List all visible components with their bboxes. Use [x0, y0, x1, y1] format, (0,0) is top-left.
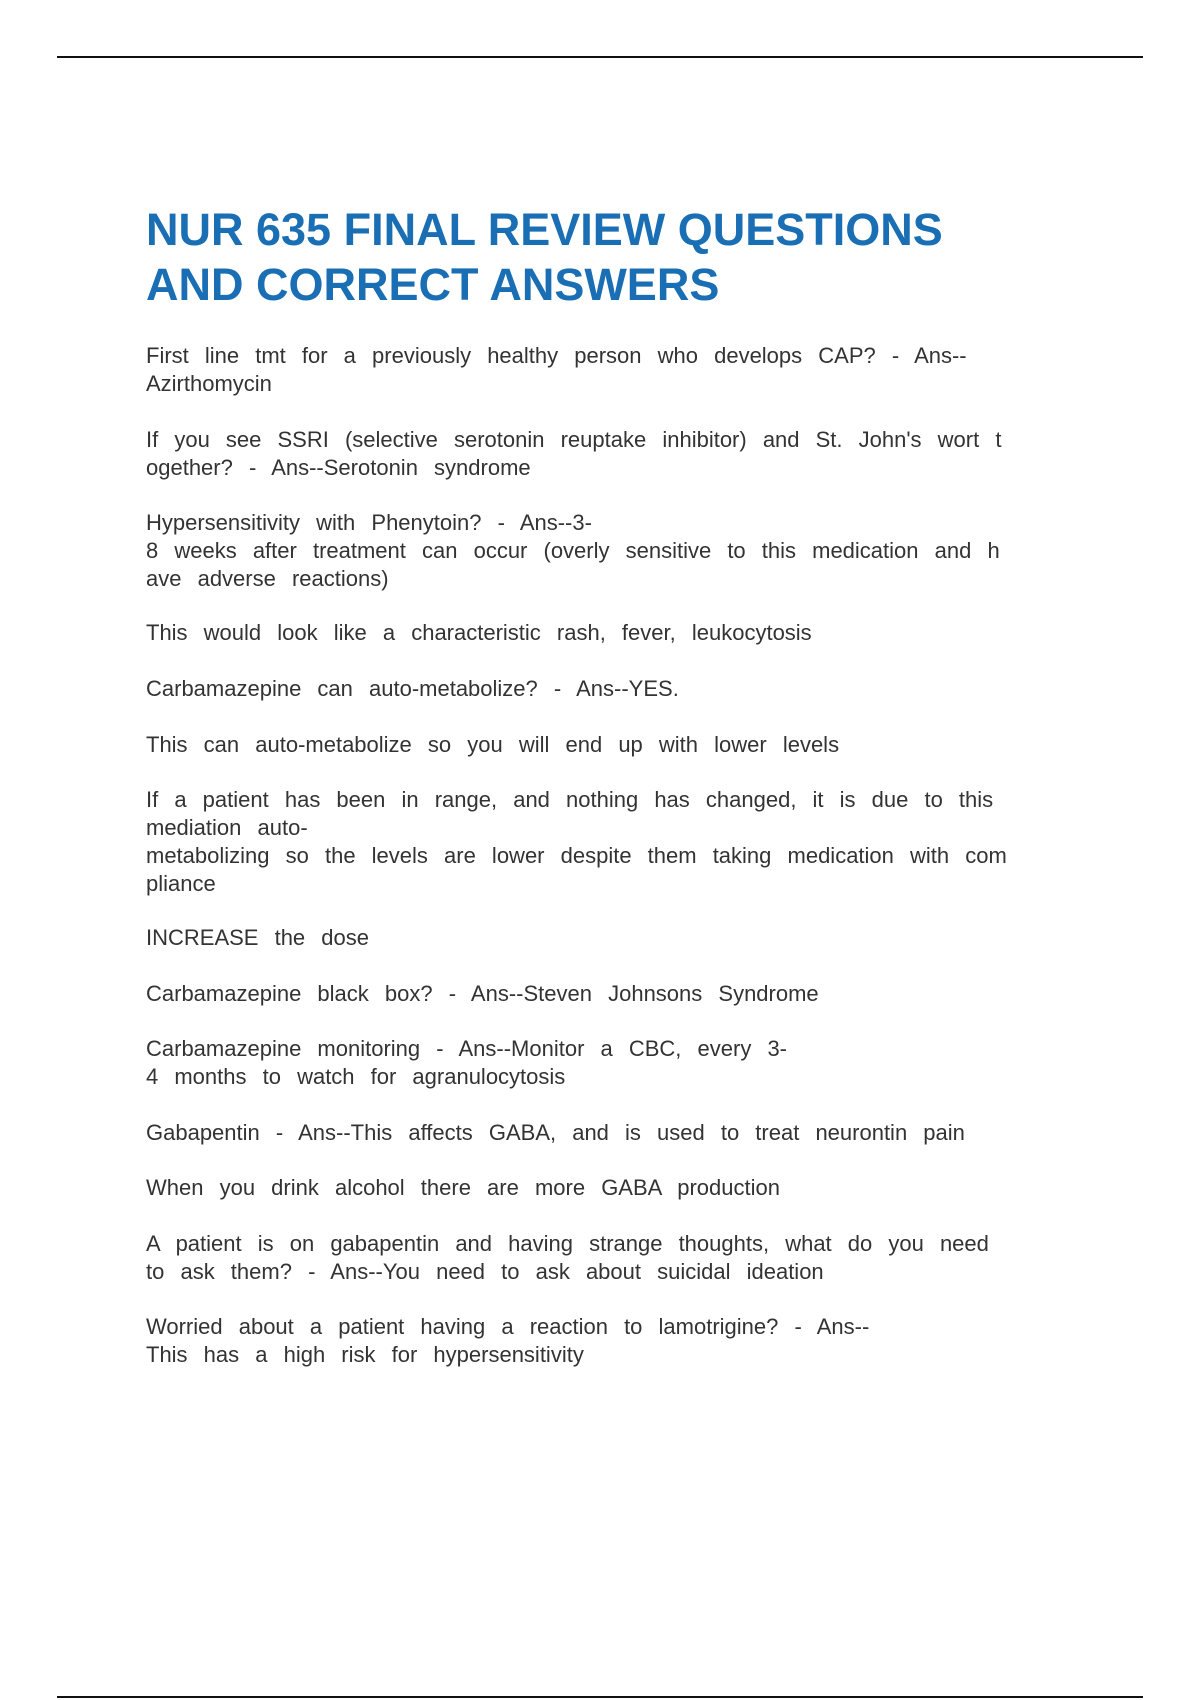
footer-rule [57, 1696, 1143, 1698]
qa-paragraph: INCREASE the dose [146, 925, 369, 950]
header-rule [57, 56, 1143, 58]
document-title [146, 202, 1086, 312]
qa-paragraph: Worried about a patient having a reaction to lamotrigine? - Ans-- This has a high risk for hypersensitivity [146, 1314, 870, 1367]
qa-paragraph: Carbamazepine can auto-metabolize? - Ans--YES. [146, 676, 679, 701]
qa-paragraph: This can auto-metabolize so you will end up with lower levels [146, 732, 840, 757]
qa-paragraph: Carbamazepine monitoring - Ans--Monitor a CBC, every 3- 4 months to watch for agranulocytosis [146, 1036, 788, 1089]
qa-paragraph: Hypersensitivity with Phenytoin? - Ans--3- 8 weeks after treatment can occur (overly sensitive to this medication and h ave adverse reactions) [146, 510, 1000, 591]
qa-paragraph: This would look like a characteristic rash, fever, leukocytosis [146, 620, 812, 645]
qa-paragraph: A patient is on gabapentin and having strange thoughts, what do you need to ask them? - Ans--You need to ask about suicidal ideation [146, 1231, 989, 1284]
qa-paragraph: First line tmt for a previously healthy person who develops CAP? - Ans-- Azirthomycin [146, 343, 967, 396]
title-line-2: AND CORRECT ANSWERS [146, 259, 720, 310]
qa-paragraph: When you drink alcohol there are more GABA production [146, 1175, 780, 1200]
qa-paragraph: Carbamazepine black box? - Ans--Steven Johnsons Syndrome [146, 981, 819, 1006]
document-body [146, 202, 1086, 1369]
qa-paragraph: If you see SSRI (selective serotonin reuptake inhibitor) and St. John's wort t ogether? - Ans--Serotonin syndrome [146, 427, 1002, 480]
qa-paragraph: Gabapentin - Ans--This affects GABA, and is used to treat neurontin pain [146, 1120, 965, 1145]
qa-paragraph: If a patient has been in range, and nothing has changed, it is due to this mediation auto- metabolizing so the levels are lower despite them taking medication with com pliance [146, 787, 1007, 896]
title-line-1: NUR 635 FINAL REVIEW QUESTIONS [146, 204, 943, 255]
qa-list [146, 342, 1086, 1369]
